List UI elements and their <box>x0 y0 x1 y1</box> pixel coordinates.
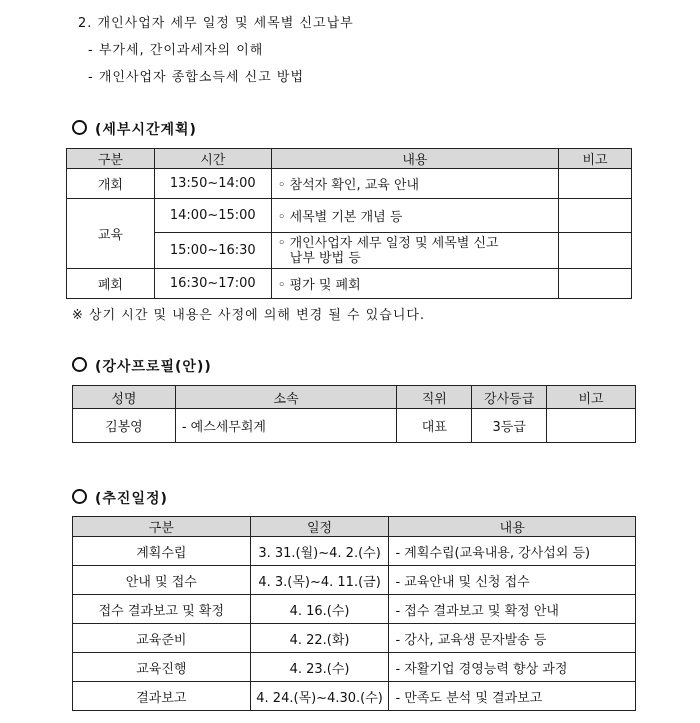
table-row <box>73 595 636 624</box>
profile-note <box>547 409 636 443</box>
intro-item-2: 2. 개인사업자 세무 일정 및 세목별 신고납부 <box>78 16 354 31</box>
plan-date: 4. 22.(화) <box>250 624 389 653</box>
profile-header-note: 비고 <box>547 386 636 409</box>
profile-table <box>72 385 636 443</box>
schedule-footnote: ※ 상기 시간 및 내용은 사정에 의해 변경 될 수 있습니다. <box>72 308 426 323</box>
plan-header-content: 내용 <box>389 517 636 537</box>
profile-header-position: 직위 <box>397 386 472 409</box>
schedule-time: 13:50~14:00 <box>154 169 271 199</box>
plan-category: 교육진행 <box>73 653 251 682</box>
schedule-time: 16:30~17:00 <box>154 269 271 299</box>
schedule-header-category: 구분 <box>67 149 155 169</box>
table-row <box>67 199 632 233</box>
plan-date: 3. 31.(월)~4. 2.(수) <box>250 537 389 566</box>
table-row <box>73 653 636 682</box>
profile-header-row <box>73 386 636 409</box>
schedule-header-row <box>67 149 632 169</box>
profile-heading: (강사프로필(안)) <box>72 356 212 376</box>
schedule-content-line-2: 납부 방법 등 <box>289 250 361 266</box>
schedule-category: 교육 <box>67 199 155 269</box>
circle-bullet-icon <box>72 357 87 372</box>
plan-table <box>72 516 636 711</box>
schedule-heading: (세부시간계획) <box>72 119 197 139</box>
table-row <box>67 169 632 199</box>
profile-header-name: 성명 <box>73 386 176 409</box>
schedule-content-line-1: ◦ 개인사업자 세무 일정 및 세목별 신고 <box>277 235 499 251</box>
circle-bullet-icon <box>72 489 87 504</box>
schedule-note <box>559 169 632 199</box>
schedule-category: 개회 <box>67 169 155 199</box>
table-row <box>73 566 636 595</box>
plan-date: 4. 24.(목)~4.30.(수) <box>250 682 389 711</box>
plan-content: - 자활기업 경영능력 향상 과정 <box>389 653 636 682</box>
profile-header-affiliation: 소속 <box>175 386 397 409</box>
profile-name: 김봉영 <box>73 409 176 443</box>
schedule-note <box>559 233 632 269</box>
plan-content: - 접수 결과보고 및 확정 안내 <box>389 595 636 624</box>
profile-header-grade: 강사등급 <box>472 386 547 409</box>
plan-category: 계획수립 <box>73 537 251 566</box>
schedule-category: 폐회 <box>67 269 155 299</box>
schedule-note <box>559 199 632 233</box>
plan-content: - 계획수립(교육내용, 강사섭외 등) <box>389 537 636 566</box>
profile-grade: 3등급 <box>472 409 547 443</box>
plan-date: 4. 3.(목)~4. 11.(금) <box>250 566 389 595</box>
schedule-content: ◦ 참석자 확인, 교육 안내 <box>271 169 558 199</box>
intro-sub-1: - 부가세, 간이과세자의 이해 <box>88 43 264 58</box>
plan-header-date: 일정 <box>250 517 389 537</box>
plan-content: - 강사, 교육생 문자발송 등 <box>389 624 636 653</box>
plan-category: 안내 및 접수 <box>73 566 251 595</box>
schedule-note <box>559 269 632 299</box>
plan-category: 교육준비 <box>73 624 251 653</box>
schedule-header-note: 비고 <box>559 149 632 169</box>
plan-content: - 교육안내 및 신청 접수 <box>389 566 636 595</box>
table-row <box>73 409 636 443</box>
profile-position: 대표 <box>397 409 472 443</box>
table-row <box>73 537 636 566</box>
plan-heading: (추진일정) <box>72 488 168 508</box>
schedule-time: 14:00~15:00 <box>154 199 271 233</box>
schedule-header-time: 시간 <box>154 149 271 169</box>
table-row <box>73 624 636 653</box>
schedule-header-content: 내용 <box>271 149 558 169</box>
circle-bullet-icon <box>72 120 87 135</box>
schedule-content: ◦ 세목별 기본 개념 등 <box>271 199 558 233</box>
plan-category: 결과보고 <box>73 682 251 711</box>
plan-date: 4. 16.(수) <box>250 595 389 624</box>
schedule-table <box>66 148 632 299</box>
schedule-content <box>271 233 558 269</box>
plan-category: 접수 결과보고 및 확정 <box>73 595 251 624</box>
plan-header-row <box>73 517 636 537</box>
plan-date: 4. 23.(수) <box>250 653 389 682</box>
table-row <box>67 269 632 299</box>
schedule-content: ◦ 평가 및 폐회 <box>271 269 558 299</box>
schedule-time: 15:00~16:30 <box>154 233 271 269</box>
plan-content: - 만족도 분석 및 결과보고 <box>389 682 636 711</box>
plan-header-category: 구분 <box>73 517 251 537</box>
table-row <box>73 682 636 711</box>
profile-affiliation: - 예스세무회계 <box>175 409 397 443</box>
intro-sub-2: - 개인사업자 종합소득세 신고 방법 <box>88 70 305 85</box>
